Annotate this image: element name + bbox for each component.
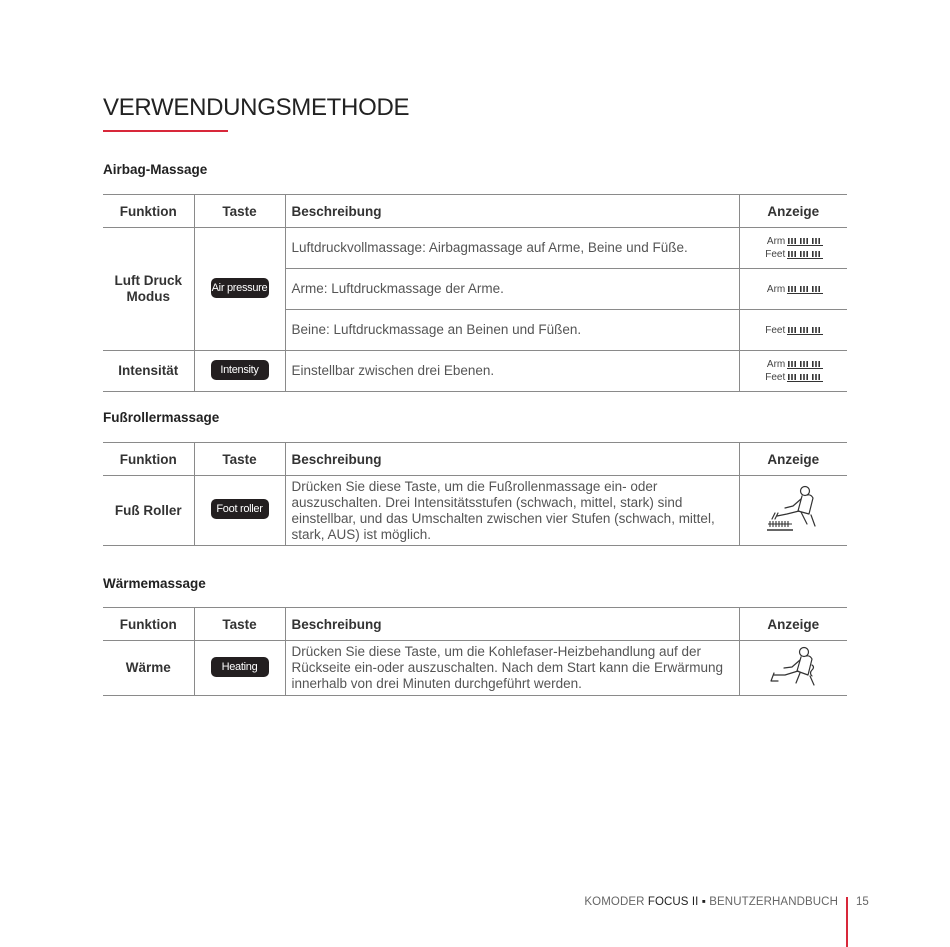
indicator-arm-feet bbox=[739, 228, 847, 269]
header-desc: Beschreibung bbox=[285, 195, 739, 228]
func-foot-roller: Fuß Roller bbox=[103, 476, 194, 546]
footer-divider bbox=[846, 897, 848, 947]
heat-table bbox=[103, 607, 847, 696]
key-cell-air bbox=[194, 228, 285, 351]
header-disp: Anzeige bbox=[739, 608, 847, 641]
air-pressure-button[interactable]: Air pressure bbox=[211, 278, 269, 298]
desc-air-full: Luftdruckvollmassage: Airbagmassage auf Arme, Beine und Füße. bbox=[285, 228, 739, 269]
func-air-mode: Luft Druck Modus bbox=[103, 228, 194, 351]
foot-table bbox=[103, 442, 847, 546]
footer-brand: KOMODER bbox=[584, 896, 645, 908]
feet-level-bars-icon bbox=[787, 373, 823, 382]
heating-button[interactable]: Heating bbox=[211, 657, 269, 677]
foot-roller-chair-icon bbox=[765, 484, 821, 534]
header-desc: Beschreibung bbox=[285, 608, 739, 641]
desc-intensity: Einstellbar zwischen drei Ebenen. bbox=[285, 351, 739, 392]
key-cell-foot bbox=[194, 476, 285, 546]
feet-level-bars-icon bbox=[787, 250, 823, 259]
foot-roller-button[interactable]: Foot roller bbox=[211, 499, 269, 519]
header-key: Taste bbox=[194, 443, 285, 476]
section-title-foot: Fußrollermassage bbox=[103, 410, 220, 425]
indicator-label-arm: Arm bbox=[766, 359, 786, 370]
desc-air-arm: Arme: Luftdruckmassage der Arme. bbox=[285, 269, 739, 310]
airbag-table bbox=[103, 194, 847, 392]
key-cell-heat bbox=[194, 641, 285, 696]
title-underline bbox=[103, 130, 228, 132]
desc-heating: Drücken Sie diese Taste, um die Kohlefaser-Heizbehandlung auf der Rückseite ein-oder auszuschalten. Nach dem Start kann die Erwärmung innerhalb von drei Minuten durchgeführt werden. bbox=[285, 641, 739, 696]
page-number: 15 bbox=[856, 896, 869, 908]
arm-level-bars-icon bbox=[787, 237, 823, 246]
intensity-button[interactable]: Intensity bbox=[211, 360, 269, 380]
header-disp: Anzeige bbox=[739, 195, 847, 228]
section-title-heat: Wärmemassage bbox=[103, 576, 206, 591]
indicator-label-arm: Arm bbox=[766, 283, 786, 295]
indicator-feet bbox=[739, 310, 847, 351]
feet-level-bars-icon bbox=[787, 326, 823, 335]
footer-separator: ▪ bbox=[701, 896, 706, 908]
footer-text bbox=[584, 896, 838, 908]
func-intensity: Intensität bbox=[103, 351, 194, 392]
footer-model: FOCUS II bbox=[647, 896, 699, 908]
header-key: Taste bbox=[194, 195, 285, 228]
indicator-label-feet: Feet bbox=[765, 249, 786, 260]
func-heating: Wärme bbox=[103, 641, 194, 696]
header-func: Funktion bbox=[103, 195, 194, 228]
section-title-airbag: Airbag-Massage bbox=[103, 162, 208, 177]
indicator-foot-roller bbox=[739, 476, 847, 546]
header-func: Funktion bbox=[103, 608, 194, 641]
key-cell-intensity bbox=[194, 351, 285, 392]
indicator-label-feet: Feet bbox=[765, 372, 786, 383]
desc-air-feet: Beine: Luftdruckmassage an Beinen und Füßen. bbox=[285, 310, 739, 351]
header-key: Taste bbox=[194, 608, 285, 641]
header-desc: Beschreibung bbox=[285, 443, 739, 476]
indicator-arm bbox=[739, 269, 847, 310]
arm-level-bars-icon bbox=[787, 285, 823, 294]
header-disp: Anzeige bbox=[739, 443, 847, 476]
desc-foot-roller: Drücken Sie diese Taste, um die Fußrollenmassage ein- oder auszuschalten. Drei Intensitätsstufen (schwach, mittel, stark) sind einstellbar, und das Umschalten zwischen vier Stufen (schwach, mittel, stark, AUS) ist möglich. bbox=[285, 476, 739, 546]
page-title: VERWENDUNGSMETHODE bbox=[103, 94, 410, 121]
indicator-label-arm: Arm bbox=[766, 236, 786, 247]
indicator-label-feet: Feet bbox=[765, 324, 786, 336]
indicator-intensity bbox=[739, 351, 847, 392]
header-func: Funktion bbox=[103, 443, 194, 476]
footer-doc: BENUTZERHANDBUCH bbox=[709, 896, 838, 908]
arm-level-bars-icon bbox=[787, 360, 823, 369]
indicator-heating bbox=[739, 641, 847, 696]
heating-chair-icon bbox=[768, 645, 818, 689]
